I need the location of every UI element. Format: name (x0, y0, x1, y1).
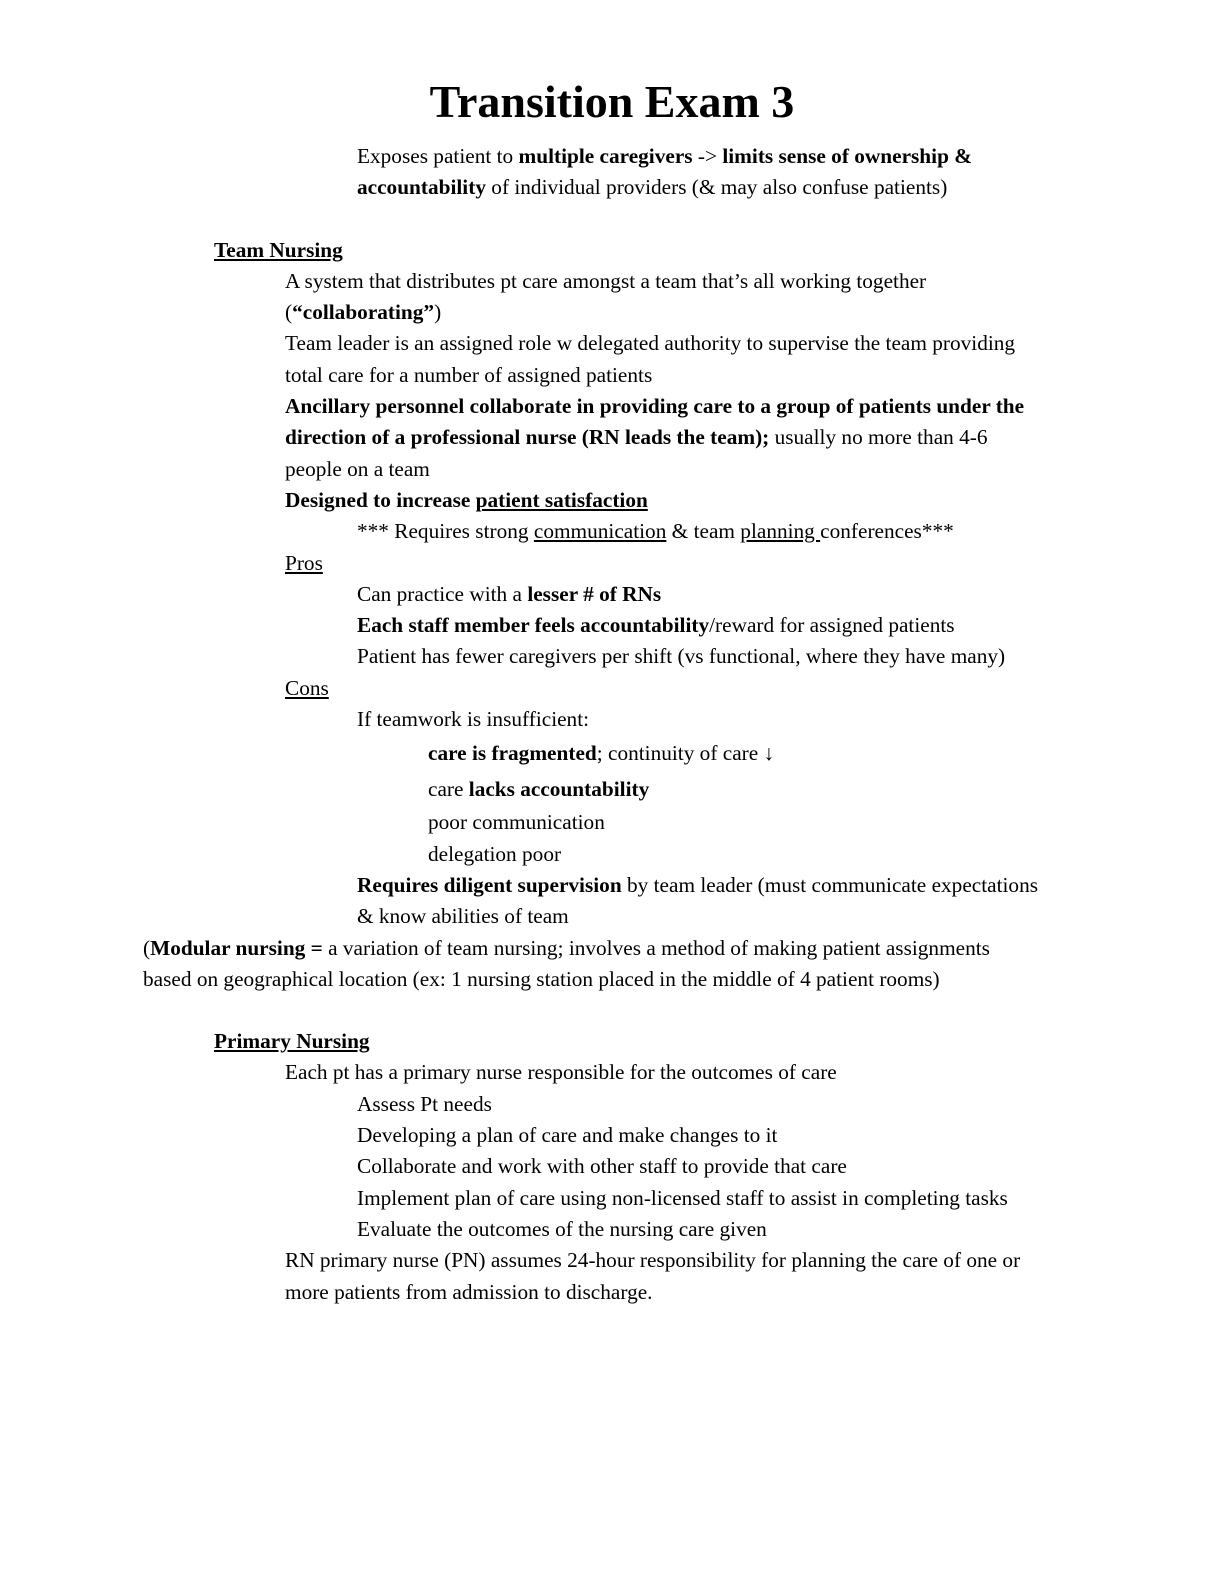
list-item: Collaborate and work with other staff to provide that care (357, 1154, 847, 1179)
list-item: Designed to increase patient satisfaction (285, 487, 648, 512)
pros-label: Pros (285, 550, 323, 575)
list-item: *** Requires strong communication & team planning conferences*** (357, 519, 954, 544)
list-item: If teamwork is insufficient: (357, 707, 590, 732)
page-title: Transition Exam 3 (429, 76, 795, 127)
section-heading-primary-nursing: Primary Nursing (214, 1029, 370, 1054)
list-item: poor communication (428, 810, 605, 835)
list-item: Team leader is an assigned role w delegated authority to supervise the team providing total care for a number of assigned patients (285, 331, 1016, 387)
list-item: Patient has fewer caregivers per shift (vs functional, where they have many) (357, 644, 1006, 669)
modular-nursing-note: (Modular nursing = a variation of team nursing; involves a method of making patient assignments based on geographical location (ex: 1 nursing station placed in the middle of 4 patient rooms) (143, 935, 990, 991)
section-heading-team-nursing: Team Nursing (214, 237, 343, 262)
document-body (0, 141, 1224, 1308)
list-item: A system that distributes pt care amongst a team that’s all working together (“collaborating”) (285, 268, 927, 325)
list-item: Each staff member feels accountability/reward for assigned patients (357, 613, 955, 638)
list-item: delegation poor (428, 841, 562, 866)
list-item: Can practice with a lesser # of RNs (357, 581, 662, 606)
list-item: Each pt has a primary nurse responsible for the outcomes of care (285, 1060, 837, 1085)
list-item: Developing a plan of care and make changes to it (357, 1123, 778, 1148)
list-item: Evaluate the outcomes of the nursing care given (357, 1216, 767, 1241)
list-item: RN primary nurse (PN) assumes 24-hour responsibility for planning the care of one or more patients from admission to discharge. (285, 1248, 1021, 1304)
list-item: Exposes patient to multiple caregivers -> limits sense of ownership & accountability of individual providers (& may also confuse patients) (357, 144, 972, 200)
list-item: Ancillary personnel collaborate in providing care to a group of patients under the direction of a professional nurse (RN leads the team); usually no more than 4-6 people on a team (285, 394, 1025, 481)
list-item: care lacks accountability (428, 777, 650, 802)
cons-label: Cons (285, 675, 329, 700)
list-item: care is fragmented; continuity of care ↓ (428, 741, 775, 766)
list-item: Requires diligent supervision by team leader (must communicate expectations & know abilities of team (357, 872, 1039, 929)
list-item: Assess Pt needs (357, 1091, 492, 1116)
list-item: Implement plan of care using non-licensed staff to assist in completing tasks (357, 1185, 1008, 1210)
